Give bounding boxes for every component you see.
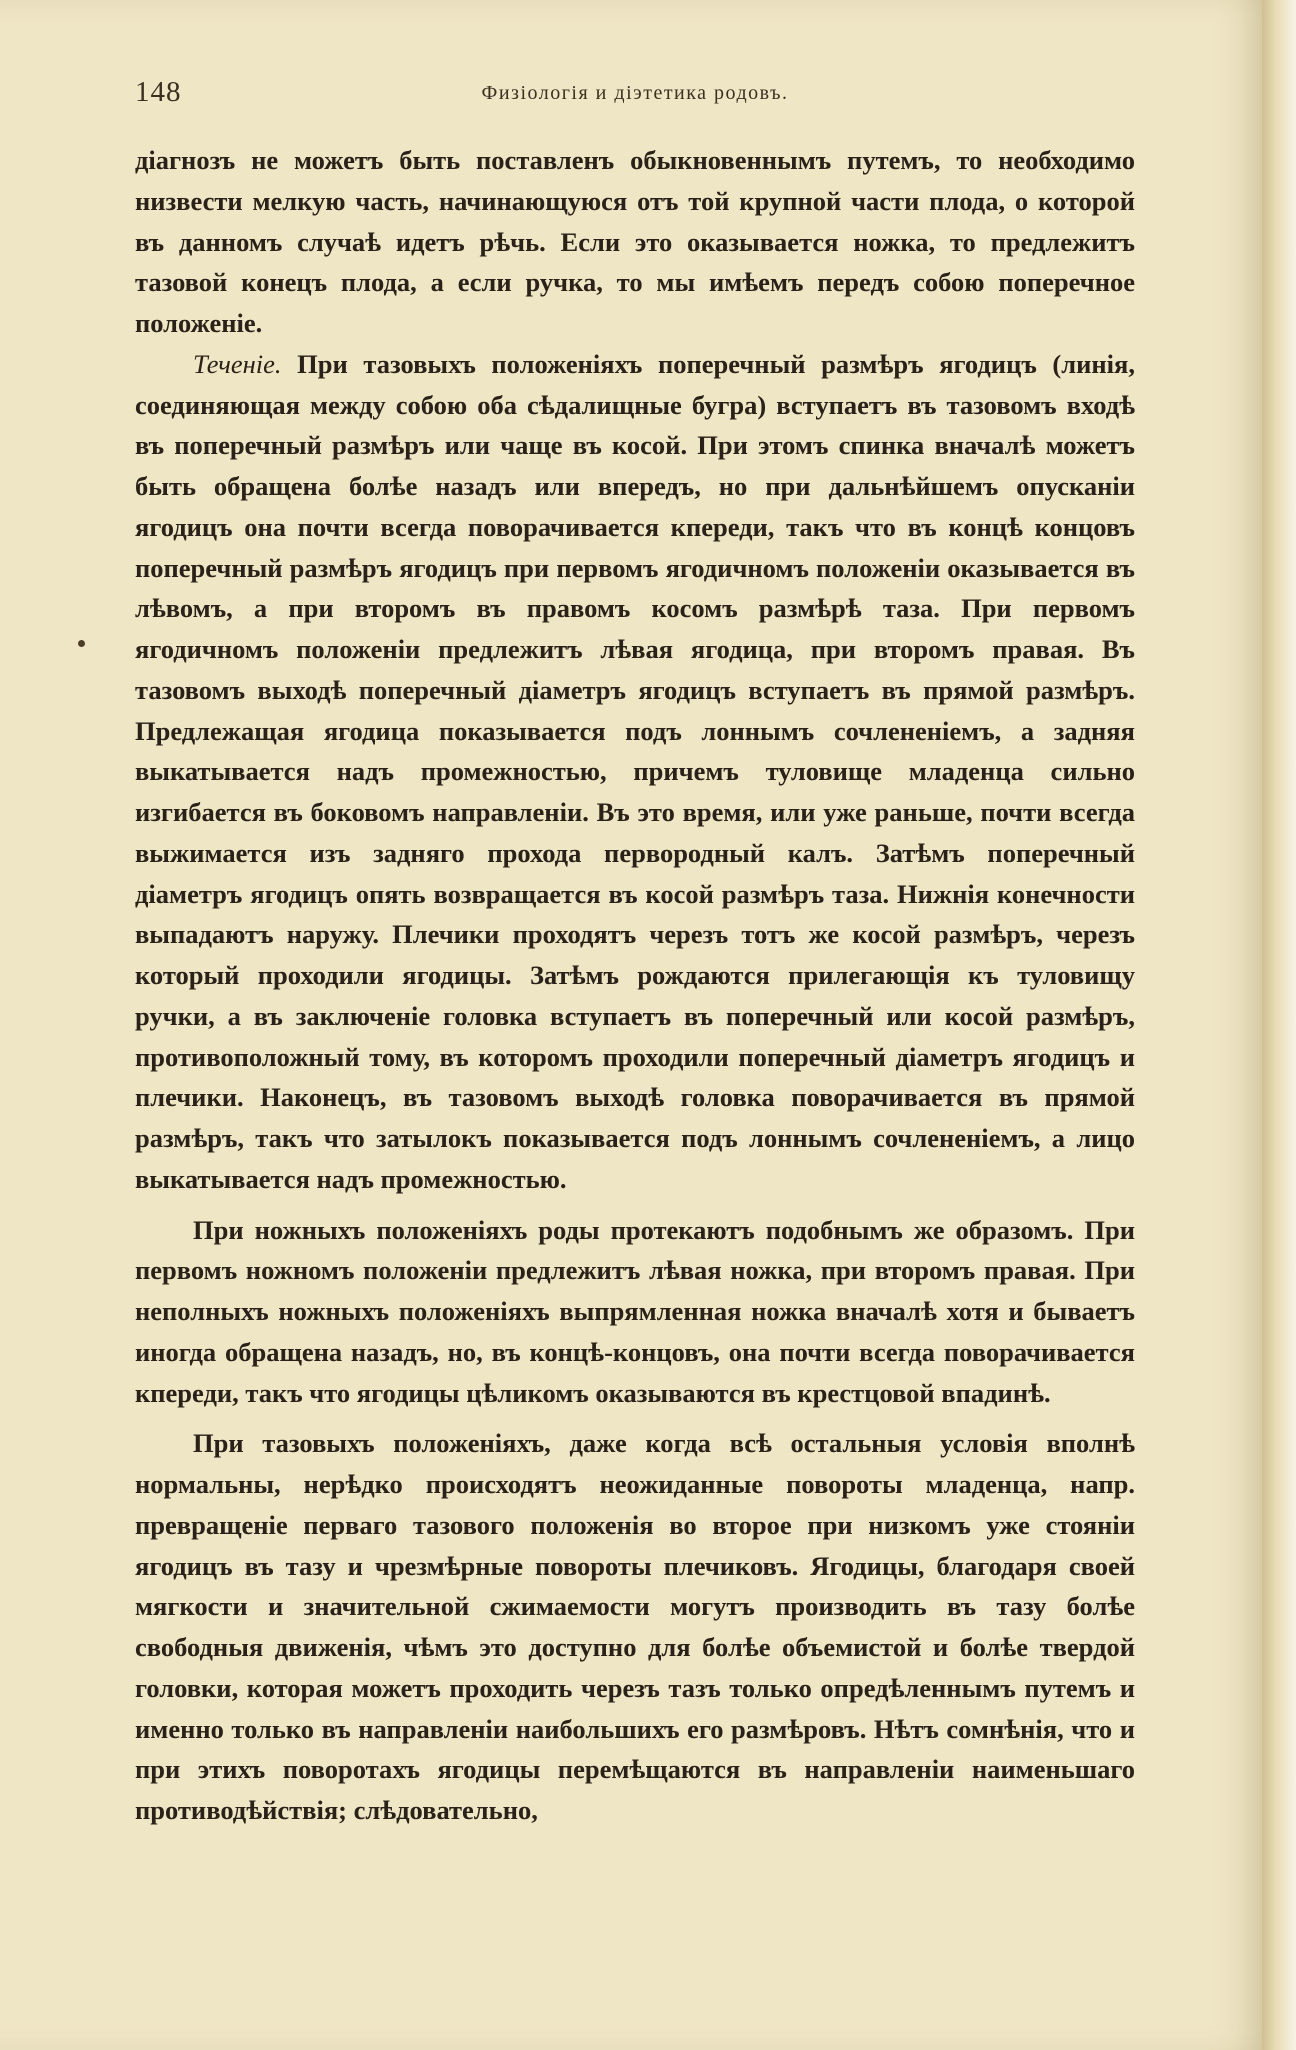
body-text <box>135 140 1135 1831</box>
paragraph-2-text: При тазовыхъ положеніяхъ поперечный размѣръ ягодицъ (линія, соединяющая между собою оба сѣдалищные бугра) вступаетъ въ тазовомъ входѣ въ поперечный размѣръ или чаще въ косой. При этомъ спинка вначалѣ можетъ быть обращена болѣе назадъ или впередъ, но при дальнѣйшемъ опусканіи ягодицъ она почти всегда поворачивается кпереди, такъ что въ концѣ концовъ поперечный размѣръ ягодицъ при первомъ ягодичномъ положеніи оказывается въ лѣвомъ, а при второмъ въ правомъ косомъ размѣрѣ таза. При первомъ ягодичномъ положеніи предлежитъ лѣвая ягодица, при второмъ правая. Въ тазовомъ выходѣ поперечный діаметръ ягодицъ вступаетъ въ прямой размѣръ. Предлежащая ягодица показывается подъ лоннымъ сочлененіемъ, а задняя выкатывается надъ промежностью, причемъ туловище младенца сильно изгибается въ боковомъ направленіи. Въ это время, или уже раньше, почти всегда выжимается изъ задняго прохода первородный калъ. Затѣмъ поперечный діаметръ ягодицъ опять возвращается въ косой размѣръ таза. Нижнія конечности выпадаютъ наружу. Плечики проходятъ черезъ тотъ же косой размѣръ, черезъ который проходили ягодицы. Затѣмъ рождаются прилегающія къ туловищу ручки, а въ заключеніе головка вступаетъ въ поперечный или косой размѣръ, противоположный тому, въ которомъ проходили поперечный діаметръ ягодицъ и плечики. Наконецъ, въ тазовомъ выходѣ головка поворачивается въ прямой размѣръ, такъ что затылокъ показывается подъ лоннымъ сочлененіемъ, а лицо выкатывается надъ промежностью. <box>135 348 1135 1194</box>
page-edge <box>1262 0 1296 2050</box>
running-title: Физіологія и діэтетика родовъ. <box>481 82 789 104</box>
paragraph-1 <box>135 140 1135 344</box>
margin-dot <box>78 640 85 647</box>
page-number: 148 <box>135 76 182 108</box>
section-lead: Теченіе. <box>193 348 282 379</box>
paragraph-3 <box>135 1210 1135 1414</box>
paragraph-3-text: При ножныхъ положеніяхъ роды протекаютъ подобнымъ же образомъ. При первомъ ножномъ положеніи предлежитъ лѣвая ножка, при второмъ правая. При неполныхъ ножныхъ положеніяхъ выпрямленная ножка вначалѣ хотя и бываетъ иногда обращена назадъ, но, въ концѣ-концовъ, она почти всегда поворачивается кпереди, такъ что ягодицы цѣликомъ оказываются въ крестцовой впадинѣ. <box>135 1214 1135 1408</box>
paragraph-2 <box>135 344 1135 1200</box>
paragraph-4-text: При тазовыхъ положеніяхъ, даже когда всѣ остальныя условія вполнѣ нормальны, нерѣдко происходятъ неожиданные повороты младенца, напр. превращеніе перваго тазового положенія во второе при низкомъ уже стояніи ягодицъ въ тазу и чрезмѣрные повороты плечиковъ. Ягодицы, благодаря своей мягкости и значительной сжимаемости могутъ производить въ тазу болѣе свободныя движенія, чѣмъ это доступно для болѣе объемистой и болѣе твердой головки, которая можетъ проходить черезъ тазъ только опредѣленнымъ путемъ и именно только въ направленіи наибольшихъ его размѣровъ. Нѣтъ сомнѣнія, что и при этихъ поворотахъ ягодицы перемѣщаются въ направленіи наименьшаго противодѣйствія; слѣдовательно, <box>135 1428 1135 1825</box>
paragraph-4 <box>135 1423 1135 1831</box>
paragraph-1-text: діагнозъ не можетъ быть поставленъ обыкновеннымъ путемъ, то необходимо низвести мелкую часть, начинающуюся отъ той крупной части плода, о которой въ данномъ случаѣ идетъ рѣчь. Если это оказывается ножка, то предлежитъ тазовой конецъ плода, а если ручка, то мы имѣемъ передъ собою поперечное положеніе. <box>135 145 1135 338</box>
page-header <box>135 76 1135 116</box>
